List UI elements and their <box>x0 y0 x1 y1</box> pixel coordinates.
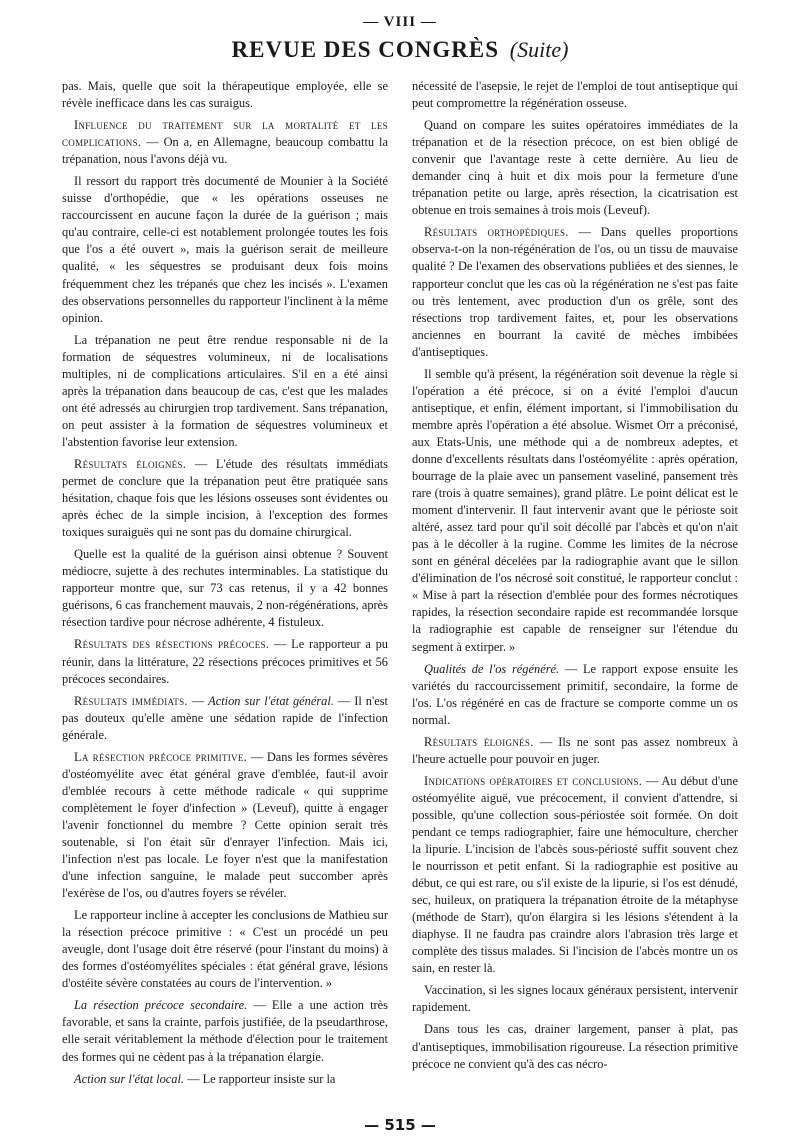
page-title-text: REVUE DES CONGRÈS <box>231 37 500 62</box>
section-heading: Résultats des résections précoces. <box>74 637 270 652</box>
paragraph <box>412 1021 738 1072</box>
paragraph <box>62 1071 388 1088</box>
paragraph <box>62 636 388 687</box>
paragraph-text: — On a, en Allemagne, beaucoup combattu la trépanation, nous l'avons déjà vu. <box>62 135 388 167</box>
subsection-heading: La résection précoce secondaire. <box>74 998 248 1013</box>
paragraph <box>412 78 738 112</box>
section-heading: Influence du traitement sur la mortalité et les complications. <box>62 118 388 150</box>
paragraph-text: — Le rapport expose ensuite les variétés du raccourcissement primitif, secondaire, la forme de l'os. L'os régénéré en cas de fracture se comporte comme un os normal. <box>412 661 739 727</box>
paragraph <box>62 78 388 112</box>
page-number: — 515 — <box>364 1116 436 1134</box>
section-heading: Résultats éloignés. <box>74 456 187 471</box>
paragraph-text: La trépanation ne peut être rendue responsable ni de la formation de séquestres volumineux, ni de localisations multiples, ni de complications articulaires. S'il en a été ainsi après la trépanation dans beaucoup de cas, c'est que les malades ont été adressés au chirurgien trop tardivement. Sans trépanation, on peut assister à la formation de séquestres volumineux et l'abstention favorise leur extension. <box>62 332 388 449</box>
paragraph-text: Quand on compare les suites opératoires immédiates de la trépanation et de la résection précoce, on est bien obligé de convenir que l'avantage reste à cette dernière. Au lieu de demander cinq à huit et dix mois pour la fermeture d'une trépanation petite ou large, après résection, la cicatrisation est obtenue en trois semaines à trois mois (Leveuf). <box>412 118 738 218</box>
paragraph <box>62 173 388 326</box>
paragraph-text: — Dans quelles proportions observa-t-on la non-régénération de l'os, ou un tissu de mauvaise qualité ? De l'examen des observations publiées et des siennes, le rapporteur conclut que les cas où la régénération ne s'est pas faite ou très lentement, avec production d'un os grêle, sont des résections trop tardivement faites, et, pour les observations anciennes en bourrant la cavité de mèches imbibées d'antiseptiques. <box>412 225 738 359</box>
subsection-heading: Action sur l'état local. <box>74 1071 185 1086</box>
paragraph-text: Vaccination, si les signes locaux généraux persistent, intervenir rapidement. <box>412 983 738 1015</box>
paragraph-text: nécessité de l'asepsie, le rejet de l'emploi de tout antiseptique qui peut compromettre la régénération osseuse. <box>412 79 738 111</box>
paragraph <box>62 693 388 744</box>
paragraph-text: — L'étude des résultats immédiats permet de conclure que la trépanation peut être pratiquée sans hésitation, chaque fois que les lésions osseuses sont évidentes ou après échec de la simple incision, à l'exception des formes toxiques suraiguës qui ne sont pas du domaine chirurgical. <box>62 456 388 540</box>
paragraph-text: Il ressort du rapport très documenté de Mounier à la Société suisse d'orthopédie, que « les opérations osseuses ne raccourcissent en aucune façon la durée de la guérison ; mais qu'au contraire, celle-ci est notablement prolongée toutes les fois que l'os a été ouvert », mais la guérison serait de meilleure qualité, « les séquestres se produisant deux fois moins fréquemment chez les trépanés que chez les incisés ». L'examen des observations personnelles du rapporteur l'inclinent à la même opinion. <box>62 174 388 325</box>
paragraph <box>412 117 738 219</box>
paragraph <box>412 734 738 768</box>
section-heading: Indications opératoires et conclusions. <box>424 773 643 788</box>
paragraph-text: Le rapporteur incline à accepter les conclusions de Mathieu sur la résection précoce primitive : « C'est un procédé un peu aveugle, dont l'usage doit être réservé (pour l'instant du moins) à des formes d'ostéomyélites spéciales : état général grave, lésions d'ostéite sévère constatées au cours de l'intervention. » <box>62 908 388 991</box>
paragraph-text: Dans tous les cas, drainer largement, panser à plat, pas d'antiseptiques, immobilisation rigoureuse. La résection primitive précoce ne convient qu'à des cas nécro- <box>412 1022 738 1071</box>
subsection-heading: Action sur l'état général. <box>208 693 334 708</box>
paragraph <box>62 332 388 451</box>
section-heading: La résection précoce primitive. <box>74 749 248 764</box>
paragraph-text: — Dans les formes sévères d'ostéomyélite avec état général grave d'emblée, faut-il avoir d'emblée recours à cette méthode radicale « qui supprime complètement le foyer d'infection » (Leveuf), quitte à engager l'avenir fonctionnel du membre ? Cette opinion serait très soutenable, si l'on était sûr d'enrayer l'infection. Mais ici, l'infection n'est pas locale. Le foyer n'est que la manifestation d'une infection sanguine, le malade peut succomber après l'exérèse de l'os, ou d'autres foyers se révéler. <box>62 749 388 901</box>
paragraph-text: — Le rapporteur a pu réunir, dans la littérature, 22 résections précoces primitives et 56 précoces secondaires. <box>62 637 388 686</box>
paragraph <box>412 661 738 729</box>
paragraph-text: Quelle est la qualité de la guérison ainsi obtenue ? Souvent médiocre, sujette à des rechutes interminables. La statistique du rapporteur montre que, sur 73 cas retenus, il y a 42 bonnes guérisons, 6 cas franchement mauvais, 2 non-régénérations, après résection tardive pour nécrose adhérente, 4 fistuleux. <box>62 547 388 630</box>
paragraph-text: — Le rapporteur insiste sur la <box>184 1071 336 1086</box>
page-title <box>0 38 800 61</box>
paragraph-text: — Au début d'une ostéomyélite aiguë, vue précocement, il convient d'attendre, si possible, qu'une collection sous-périostée soit formée. On doit pendant ce temps radiographier, faire une hémoculture, chercher la lipurie. L'incision de l'abcès sous-périosté suffit souvent chez le nourrisson et petit enfant. Si la radiographie est positive au début, ce qui est rare, ou s'il existe de la lipurie, si l'os est dénudé, sec, huileux, on pratiquera la trépanation étroite de la métaphyse (méthode de Starr), qu'on élargira si les lésions s'étendent à la diaphyse. Il ne faudra pas craindre alors l'abrasion très large et complète des tissus malades. Si l'incision de l'abcès montre un os sain, en rester là. <box>412 773 738 976</box>
paragraph-text: — <box>187 693 209 708</box>
right-text-column <box>412 78 738 1078</box>
paragraph-text: — Ils ne sont pas assez nombreux à l'heure actuelle pour pouvoir en juger. <box>412 734 739 766</box>
section-heading: Résultats immédiats. <box>74 693 188 708</box>
page-title-suite: (Suite) <box>509 37 569 62</box>
paragraph <box>412 224 738 360</box>
section-roman-numeral: — VIII — <box>363 14 437 30</box>
paragraph <box>62 907 388 992</box>
section-heading: Résultats orthopédiques. <box>424 225 569 240</box>
section-heading: Résultats éloignés. <box>424 734 534 749</box>
paragraph-text: — Elle a une action très favorable, et sans la crainte, parfois justifiée, de la pseudarthrose, elle serait véritablement la méthode d'élection pour le traitement des formes qui ne cèdent pas à la trépanation élargie. <box>62 998 388 1064</box>
paragraph <box>412 366 738 656</box>
paragraph <box>412 773 738 978</box>
paragraph <box>62 117 388 168</box>
paragraph <box>412 982 738 1016</box>
paragraph <box>62 546 388 631</box>
paragraph <box>62 456 388 541</box>
paragraph <box>62 997 388 1065</box>
paragraph-text: Il semble qu'à présent, la régénération soit devenue la règle si l'opération a été précoce, si on a évité l'emploi d'aucun antiseptique, et enfin, élément important, si l'immobilisation du membre après l'opération a été absolue. Wismet Orr a préconisé, aux Etats-Unis, une méthode qui a de nombreux adeptes, et donne d'excellents résultats dans l'ostéomyélite : après opération, bourrage de la plaie avec un pansement vaseliné, pansement très rare (trois à quatre semaines), grand plâtre. Le point délicat est le moment d'intervenir. Il faut intervenir avant que le périoste soit altéré, assez tard pour qu'il soit décollé par l'abcès et qu'on n'ait pas à le décoller à la rugine. Comme les limites de la nécrose sont en général décelées par la radiographie avant que le sillon d'élimination de l'os nécrosé soit constitué, le rapporteur conclut : « Mise à part la résection d'emblée pour des formes nécrotiques rapides, la résection secondaire rapide est recommandée lorsque la radiographie est capable de renseigner sur l'étendue du segment à extirper. » <box>412 366 738 654</box>
paragraph-text: — Il n'est pas douteux qu'elle amène une sédation rapide de l'infection générale. <box>62 693 388 742</box>
paragraph <box>62 749 388 902</box>
paragraph-text: pas. Mais, quelle que soit la thérapeutique employée, elle se révèle inefficace dans les cas suraigus. <box>62 79 388 111</box>
left-text-column <box>62 78 388 1093</box>
subsection-heading: Qualités de l'os régénéré. <box>424 661 560 676</box>
